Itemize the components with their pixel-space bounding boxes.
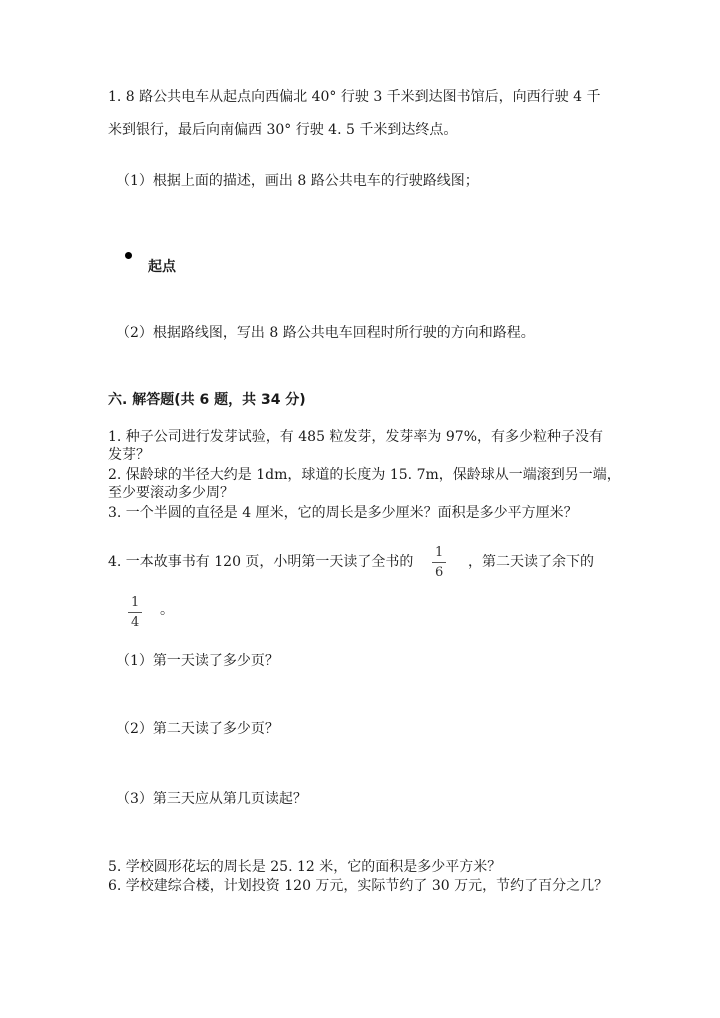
fraction-denominator: 4 (131, 615, 140, 630)
start-point-marker (125, 252, 132, 259)
q1-part2: （2）根据路线图，写出 8 路公共电车回程时所行驶的方向和路程。 (116, 325, 535, 341)
problem-4-text-before: 4. 一本故事书有 120 页，小明第一天读了全书的 (108, 554, 414, 570)
q1-text-line1: 1. 8 路公共电车从起点向西偏北 40° 行驶 3 千米到达图书馆后，向西行驶 4 千 (108, 89, 601, 105)
problem-3: 3. 一个半圆的直径是 4 厘米，它的周长是多少厘米？面积是多少平方厘米？ (108, 505, 578, 521)
fraction-bar (432, 562, 446, 563)
fraction-numerator: 1 (131, 595, 140, 610)
problem-4-text-after: ，第二天读了余下的 (468, 554, 594, 570)
fraction-numerator: 1 (435, 545, 444, 560)
problem-2-line1: 2. 保龄球的半径大约是 1dm，球道的长度为 15. 7m，保龄球从一端滚到另一端， (108, 467, 621, 483)
fraction-one-sixth (432, 545, 446, 580)
problem-2-line2: 至少要滚动多少周？ (108, 485, 234, 501)
problem-5: 5. 学校圆形花坛的周长是 25. 12 米，它的面积是多少平方米？ (108, 859, 502, 875)
problem-1-line2: 发芽？ (108, 447, 150, 463)
fraction-bar (128, 612, 142, 613)
q1-text-line2: 米到银行，最后向南偏西 30° 行驶 4. 5 千米到达终点。 (108, 122, 458, 138)
problem-4-sub3: （3）第三天应从第几页读起？ (116, 791, 307, 807)
fraction-one-fourth (128, 595, 142, 630)
section-heading: 六. 解答题(共 6 题，共 34 分) (108, 392, 306, 408)
q1-part1: （1）根据上面的描述，画出 8 路公共电车的行驶路线图； (116, 173, 479, 189)
problem-6: 6. 学校建综合楼，计划投资 120 万元，实际节约了 30 万元，节约了百分之几？ (108, 878, 609, 894)
start-point-label: 起点 (148, 259, 176, 275)
problem-4-sub2: （2）第二天读了多少页？ (116, 721, 279, 737)
fraction-denominator: 6 (435, 565, 444, 580)
problem-4-sub1: （1）第一天读了多少页？ (116, 653, 279, 669)
problem-1-line1: 1. 种子公司进行发芽试验，有 485 粒发芽，发芽率为 97%，有多少粒种子没有 (108, 429, 603, 445)
problem-4-end: 。 (160, 602, 174, 618)
